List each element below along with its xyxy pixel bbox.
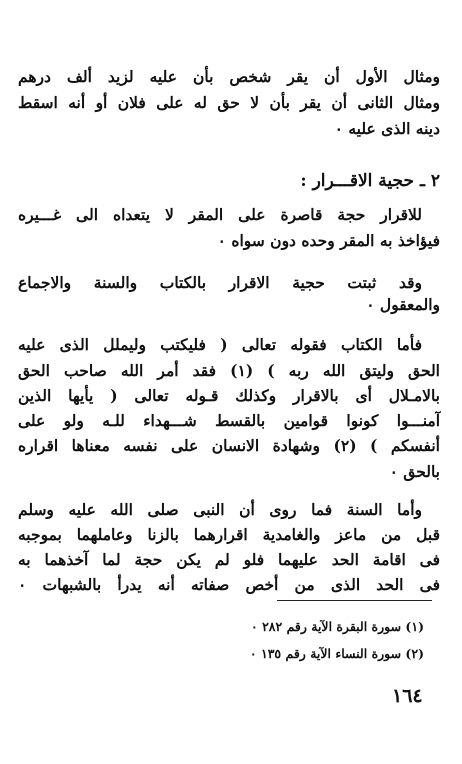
section-heading: ٢ ـ حجية الاقـــرار :: [300, 171, 440, 191]
intro-line-3: دينه الذى عليه ٠: [334, 119, 440, 138]
p4-line-3: فى اقامة الحد عليهما فلو لم يكن حجة لما آخذهما به: [18, 550, 440, 569]
footnote-1: (١) سورة البقرة الآية رقم ٢٨٢ ٠: [250, 619, 424, 634]
p1-line-1: للاقرار حجة قاصرة على المقر لا يتعداه الى غـــيره: [18, 205, 422, 224]
p3-line-6: بالحق ٠: [389, 462, 440, 481]
p3-line-4: آمنـــوا كونوا قوامين بالقسط شـــهداء للـه ولو على: [18, 411, 440, 430]
footnote-separator: [277, 600, 432, 601]
p1-line-2: فيؤاخذ به المقر وحده دون سواه ٠: [217, 231, 440, 250]
p3-line-5: أنفسكم ) (٢) وشهادة الانسان على نفسه معناها اقراره: [18, 436, 440, 455]
footnote-2: (٢) سورة النساء الآية رقم ١٣٥ ٠: [249, 646, 424, 661]
p4-line-2: قبل من ماعز والغامدية اقرارهما بالزنا وعاملهما بموجبه: [18, 525, 440, 544]
p3-line-2: الحق وليتق الله ربه ) (١) فقد أمر الله صاحب الحق: [18, 361, 440, 380]
page-number: ١٦٤: [392, 685, 423, 707]
p2-line-1: وقد ثبتت حجية الاقرار بالكتاب والسنة والاجماع: [18, 273, 422, 292]
p2-line-2: والمعقول ٠: [366, 295, 440, 314]
p3-line-3: بالامـلال أى بالاقرار وكذلك قـوله تعالى ( يأيها الذين: [18, 386, 440, 405]
intro-line-2: ومثال الثانى أن يقر بأن لا حق له على فلان أو أنه اسقط: [18, 93, 440, 112]
p4-line-4: فى الحد الذى من أخص صفاته أنه يدرأ بالشبهات ٠: [18, 575, 440, 594]
p3-line-1: فأما الكتاب فقوله تعالى ( فليكتب وليملل الذى عليه: [18, 335, 422, 354]
intro-line-1: ومثال الأول أن يقر شخص بأن عليه لزيد ألف درهم: [18, 67, 440, 86]
p4-line-1: وأما السنة فما روى أن النبى صلى الله عليه وسلم: [18, 500, 422, 519]
